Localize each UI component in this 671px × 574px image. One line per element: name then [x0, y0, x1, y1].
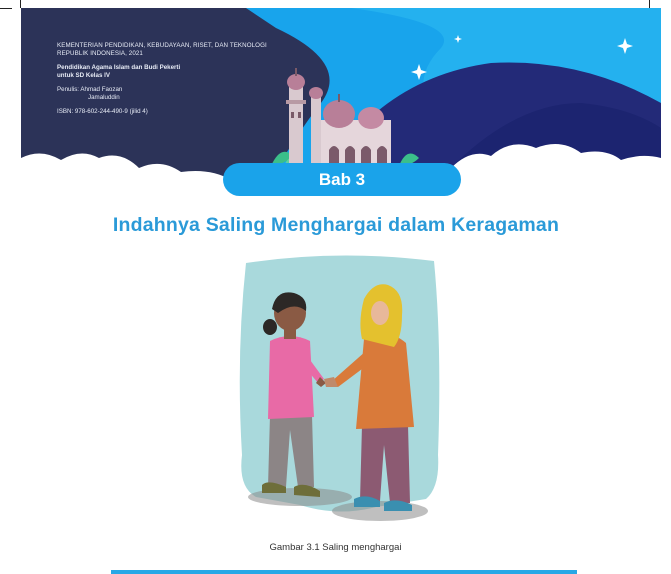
publisher-line: KEMENTERIAN PENDIDIKAN, KEBUDAYAAN, RISET, DAN TEKNOLOGI	[57, 42, 267, 49]
author-line: Penulis: Ahmad Faozan	[57, 86, 123, 93]
book-metadata	[57, 42, 357, 116]
book-title-line: Pendidikan Agama Islam dan Budi Pekerti	[57, 64, 181, 71]
bottom-divider	[111, 570, 577, 574]
handshake-illustration	[228, 255, 448, 533]
crop-mark-left	[0, 8, 12, 9]
author-line-2: Jamaluddin	[88, 94, 120, 101]
chapter-label: Bab 3	[223, 163, 461, 196]
publisher-year: REPUBLIK INDONESIA, 2021	[57, 50, 143, 57]
book-grade-line: untuk SD Kelas IV	[57, 72, 110, 79]
crop-mark-vertical-left	[20, 0, 21, 8]
figure-caption: Gambar 3.1 Saling menghargai	[269, 542, 402, 553]
crop-mark-vertical-right	[649, 0, 650, 8]
chapter-title: Indahnya Saling Menghargai dalam Keragaman	[112, 214, 560, 236]
isbn-line: ISBN: 978-602-244-490-9 (jilid 4)	[57, 108, 148, 115]
